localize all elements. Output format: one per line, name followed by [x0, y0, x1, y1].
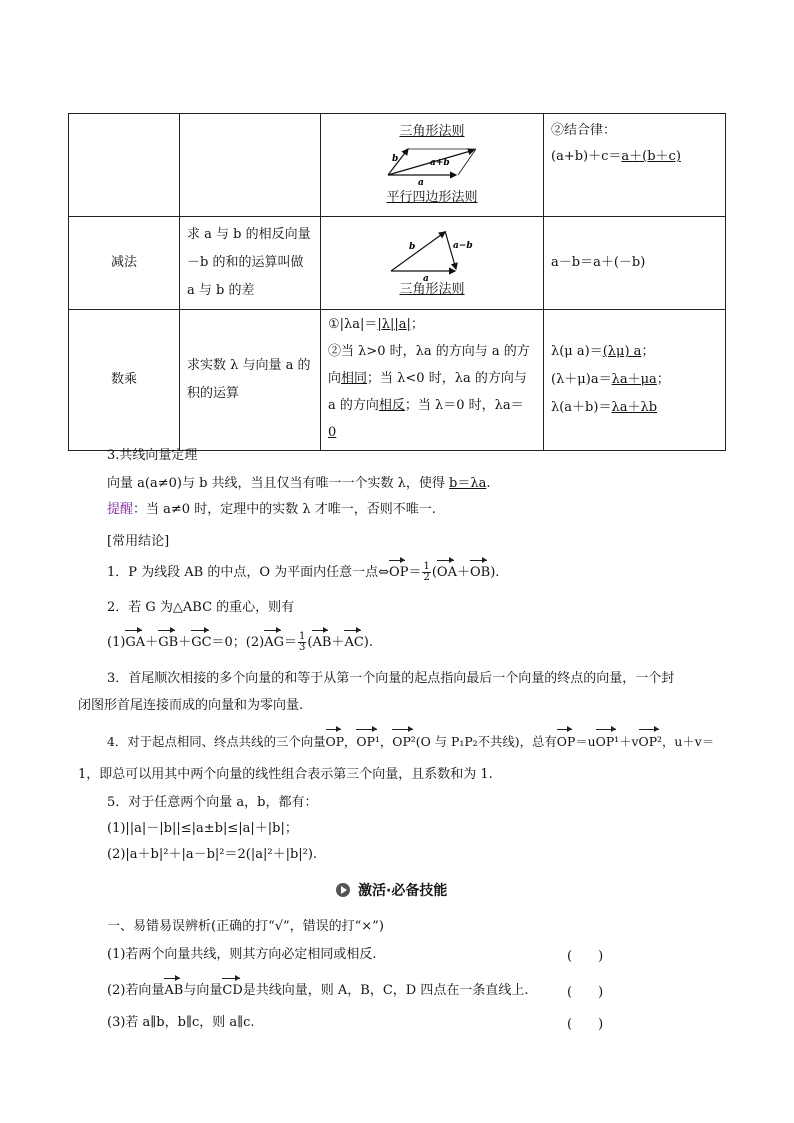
fraction: $\frac{1}{3}$ — [299, 631, 306, 653]
conclusion-2: 2．若 G 为△ABC 的重心，则有 — [107, 600, 295, 615]
table-cell — [321, 310, 544, 451]
theorem-hint: 提醒：当 a≠0 时，定理中的实数 λ 才唯一，否则不唯一. — [107, 502, 436, 517]
fig-label-a-minus-b: a−b — [453, 241, 473, 251]
addition-parallelogram-figure — [382, 143, 482, 187]
fig-label-a-plus-b: a+b — [430, 158, 450, 168]
subtraction-def-line: －b 的和的运算叫做 — [187, 255, 304, 270]
fraction: $\frac{1}{2}$ — [423, 561, 430, 583]
table-cell — [180, 114, 321, 217]
scalar-geo-2b: 向相同；当 λ<0 时，λa 的方向与 — [328, 371, 527, 386]
scalar-law-1: λ(μ a)＝(λμ) a； — [551, 344, 655, 359]
question-3: (3)若 a∥b，b∥c，则 a∥c. — [107, 1015, 255, 1030]
section-heading — [336, 880, 447, 900]
subtraction-triangle-figure — [387, 227, 477, 281]
theorem-title: 3.共线向量定理 — [107, 448, 198, 463]
fig-label-a: a — [423, 274, 429, 281]
conclusion-4-line2: 1，即总可以用其中两个向量的线性组合表示第三个向量，且系数和为 1. — [78, 767, 493, 782]
scalar-geo-2c: a 的方向相反；当 λ＝0 时，λa＝ — [328, 398, 524, 413]
question-2: (2)若向量AB与向量CD是共线向量，则 A，B，C，D 四点在一条直线上. — [107, 981, 528, 1001]
conclusion-2-formulas: (1)GA＋GB＋GC＝0；(2)AG＝ $\frac{1}{3}$ (AB＋AC). — [107, 631, 373, 653]
subtraction-law: a－b＝a＋(－b) — [544, 217, 726, 310]
conclusion-4-line1: 4．对于起点相同、终点共线的三个向量OP，OP¹，OP²(O 与 P₁P₂不共线)，总有OP＝uOP¹＋vOP²，u＋v＝ — [107, 732, 714, 752]
conclusion-5a: (1)||a|－|b||≤|a±b|≤|a|＋|b|； — [107, 821, 298, 836]
table-cell — [69, 114, 180, 217]
table-row — [69, 114, 726, 217]
scalar-geo-2a: ②当 λ>0 时，λa 的方向与 a 的方 — [328, 344, 530, 359]
play-circle-icon — [336, 883, 350, 897]
assoc-law-lhs: (a+b)＋c＝ — [551, 149, 622, 164]
fig-label-b: b — [409, 242, 416, 252]
table-cell — [544, 114, 726, 217]
assoc-law-rhs: a＋(b＋c) — [621, 149, 681, 164]
conclusion-5: 5．对于任意两个向量 a，b，都有： — [107, 795, 318, 810]
triangle-rule-label: 三角形法则 — [399, 282, 465, 297]
op-subtraction: 减法 — [69, 217, 180, 310]
op-scalar-multiplication: 数乘 — [69, 310, 180, 451]
scalar-law-2: (λ＋μ)a＝λa＋μa； — [551, 372, 670, 387]
conclusion-3-line1: 3．首尾顺次相接的多个向量的和等于从第一个向量的起点指向最后一个向量的终点的向量，一个封 — [107, 671, 675, 686]
scalar-geo-1: ①|λa|＝|λ||a|； — [328, 317, 424, 332]
answer-blank[interactable]: ( ) — [567, 985, 604, 1000]
table-cell — [321, 217, 544, 310]
fig-label-a: a — [418, 178, 424, 187]
exercise-intro: 一、易错易误辨析(正确的打“√”，错误的打“×”) — [107, 919, 384, 934]
conclusions-header: [常用结论] — [107, 534, 170, 549]
question-1: (1)若两个向量共线，则其方向必定相同或相反. — [107, 947, 377, 962]
table-cell — [180, 310, 321, 451]
conclusion-1: 1．P 为线段 AB 的中点，O 为平面内任意一点⇔OP＝ $\frac{1}{2}$ (OA＋OB). — [107, 561, 500, 583]
subtraction-def-line: 求 a 与 b 的相反向量 — [187, 227, 311, 242]
table-cell — [180, 217, 321, 310]
fig-label-b: b — [392, 154, 399, 164]
assoc-law — [551, 144, 718, 170]
table-cell — [321, 114, 544, 217]
section-title: 激活·必备技能 — [358, 883, 448, 899]
subtraction-def-line: a 与 b 的差 — [187, 283, 255, 298]
table-row — [69, 310, 726, 451]
scalar-def-line: 求实数 λ 与向量 a 的 — [187, 358, 311, 373]
assoc-law-title: ②结合律： — [551, 123, 617, 138]
parallelogram-rule-label: 平行四边形法则 — [386, 190, 478, 205]
scalar-geo-2d: 0 — [328, 425, 337, 440]
table-row — [69, 217, 726, 310]
conclusion-5b: (2)|a＋b|²＋|a－b|²＝2(|a|²＋|b|²). — [107, 847, 318, 862]
answer-blank[interactable]: ( ) — [567, 1017, 604, 1032]
scalar-def-line: 积的运算 — [187, 386, 240, 401]
scalar-law-3: λ(a＋b)＝λa＋λb — [551, 400, 658, 415]
vector-operations-table — [68, 113, 726, 451]
answer-blank[interactable]: ( ) — [567, 949, 604, 964]
conclusion-3-line2: 闭图形首尾连接而成的向量和为零向量. — [78, 698, 304, 713]
theorem-text: 向量 a(a≠0)与 b 共线，当且仅当有唯一一个实数 λ，使得 b＝λa. — [107, 476, 491, 491]
table-cell — [544, 310, 726, 451]
hint-label: 提醒 — [107, 502, 134, 517]
triangle-rule-label: 三角形法则 — [399, 124, 465, 139]
